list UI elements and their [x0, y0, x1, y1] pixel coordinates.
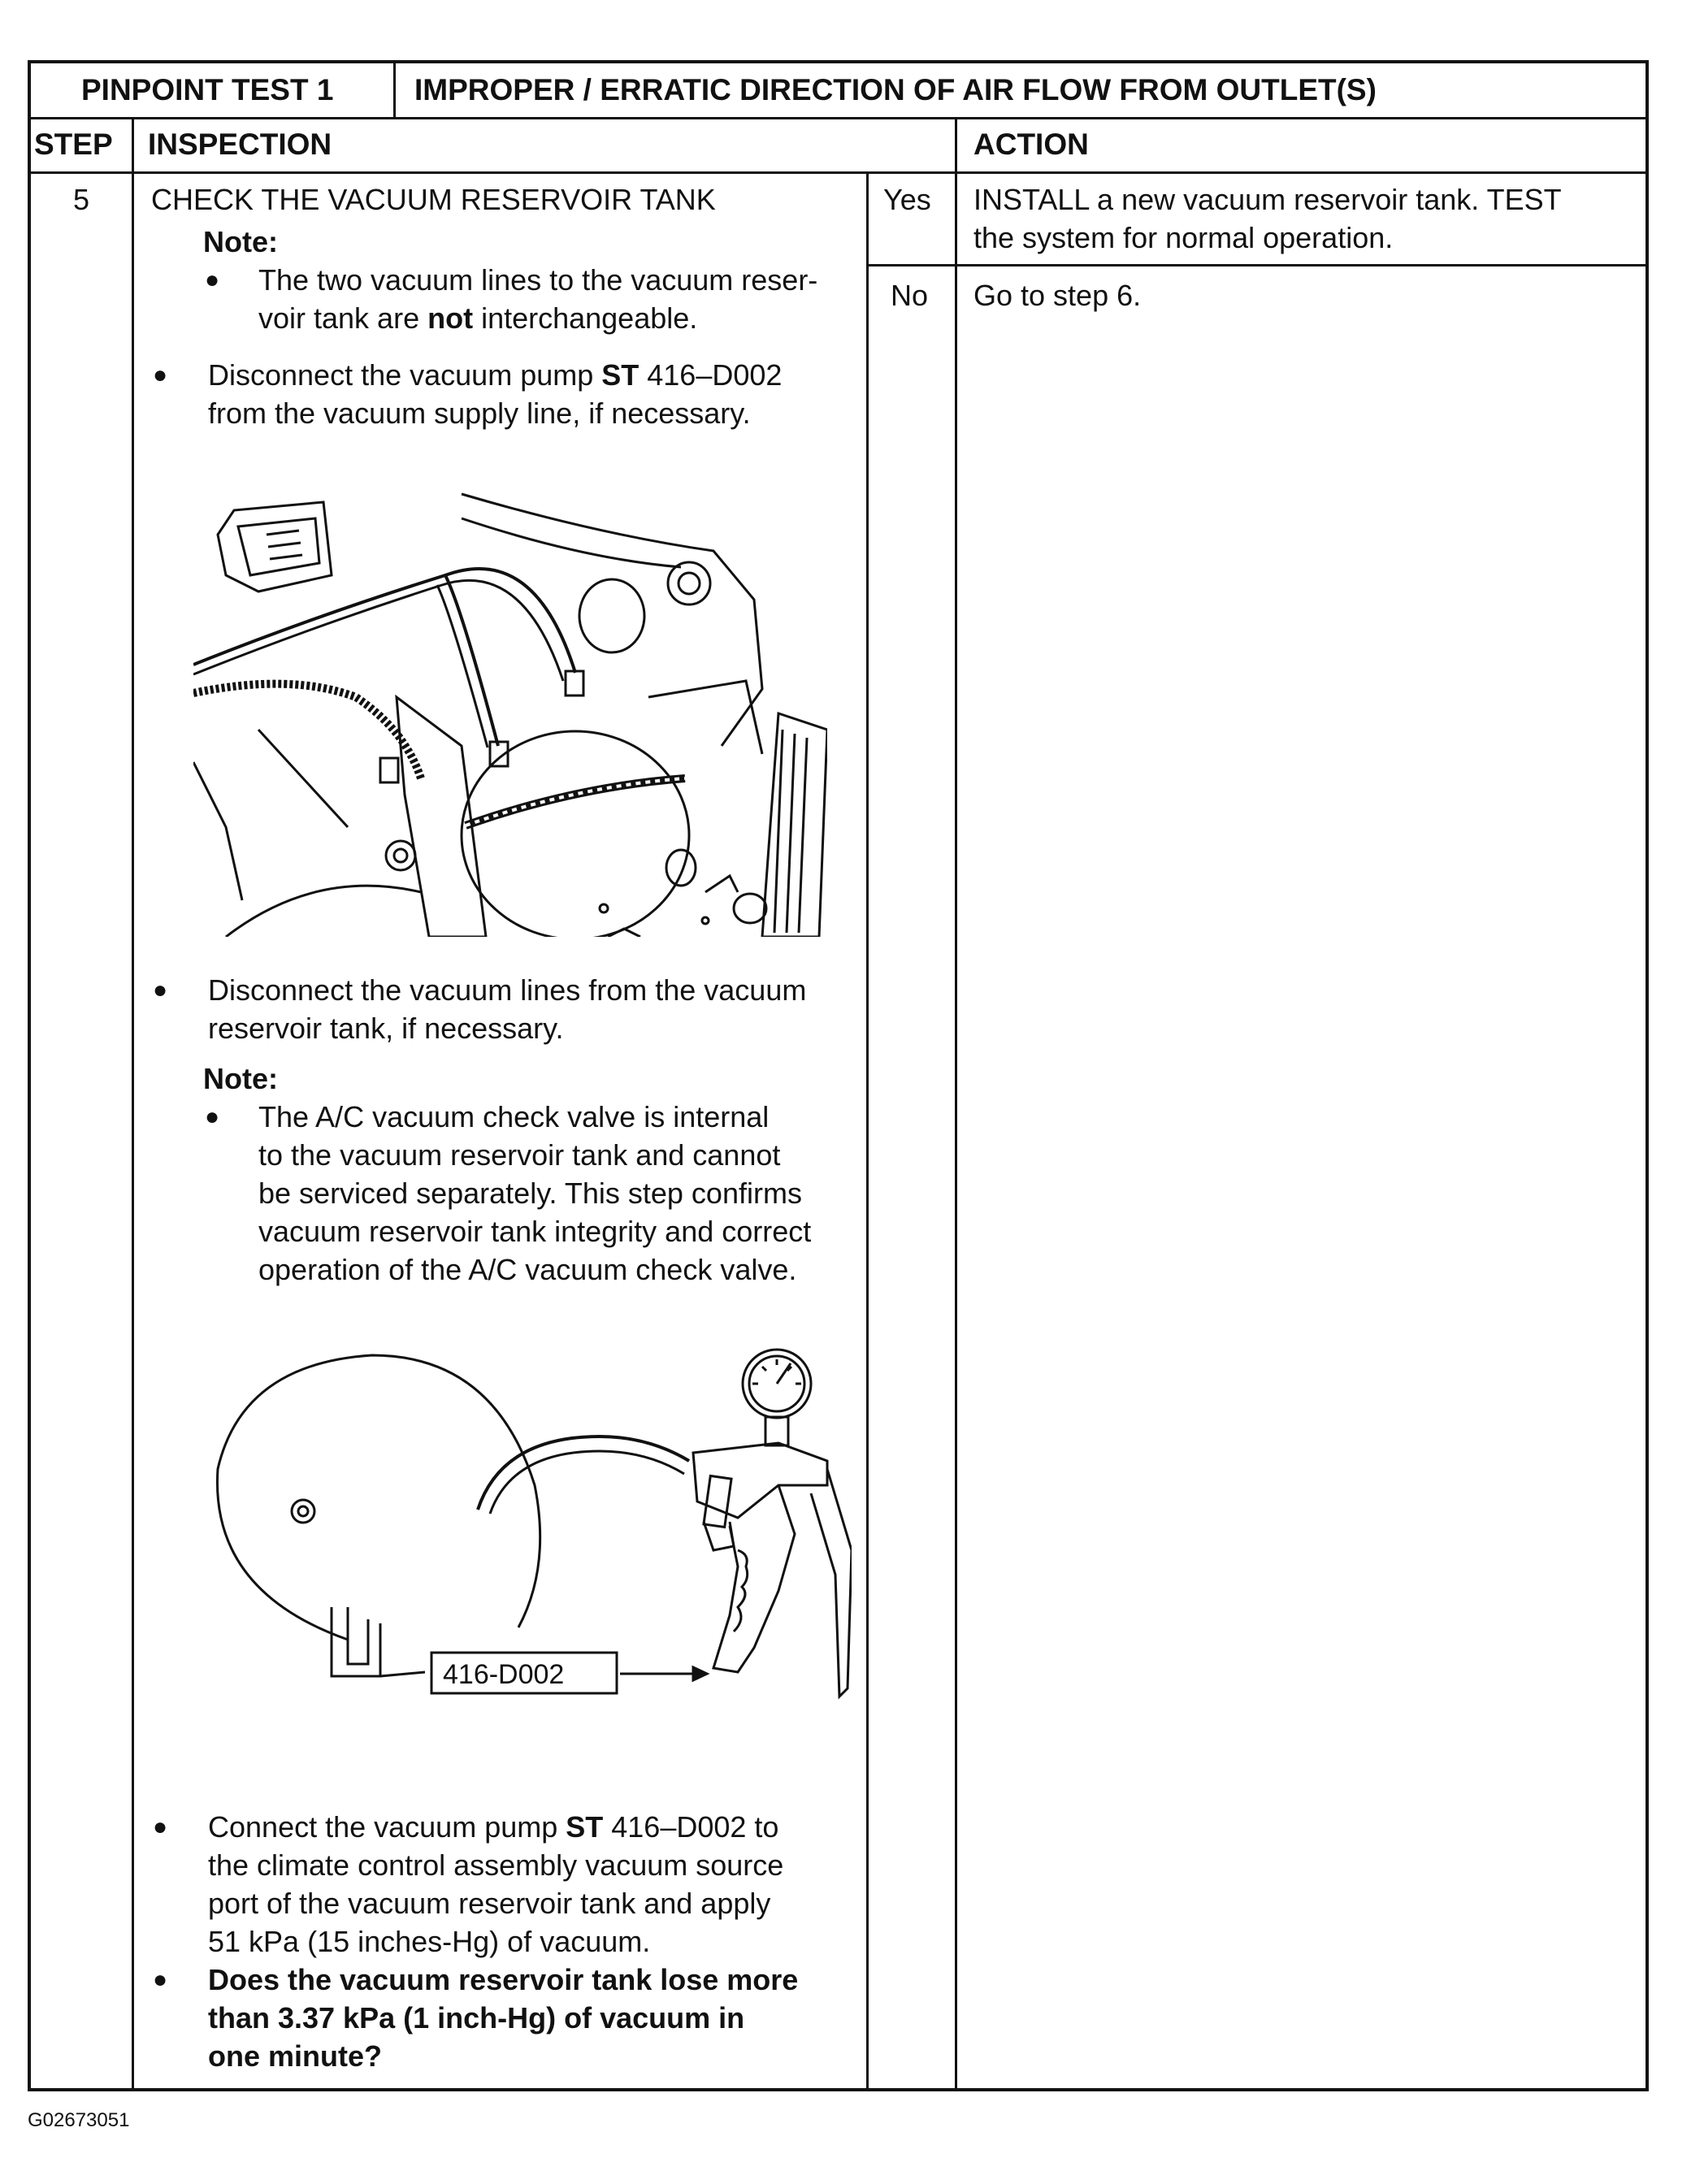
inspection-column-divider [866, 171, 869, 2091]
no-action: Go to step 6. [973, 279, 1142, 312]
test-label: PINPOINT TEST 1 [81, 73, 334, 106]
step-column-divider [132, 117, 134, 2091]
yes-action: the system for normal operation. [973, 221, 1394, 254]
yes-action: INSTALL a new vacuum reservoir tank. TEST [973, 183, 1562, 216]
question-text: than 3.37 kPa (1 inch-Hg) of vacuum in [208, 2001, 745, 2034]
instruction-text: the climate control assembly vacuum source [208, 1848, 784, 1882]
column-header-action: ACTION [973, 128, 1089, 161]
bullet-icon: ● [153, 977, 168, 1003]
instruction-text: Disconnect the vacuum lines from the vacuum [208, 973, 807, 1007]
bullet-icon: ● [153, 1814, 168, 1840]
note-label: Note: [203, 225, 278, 258]
column-header-step: STEP [34, 128, 113, 161]
row-divider [31, 171, 1646, 174]
note-text: be serviced separately. This step confirms [258, 1176, 802, 1210]
note-label: Note: [203, 1062, 278, 1095]
note-text: operation of the A/C vacuum check valve. [258, 1253, 797, 1286]
question-text: Does the vacuum reservoir tank lose more [208, 1963, 799, 1996]
pinpoint-test-table [28, 60, 1649, 2091]
reservoir-tank-illustration [193, 486, 827, 937]
instruction-text: 51 kPa (15 inches-Hg) of vacuum. [208, 1925, 651, 1958]
instruction-text: port of the vacuum reservoir tank and apply [208, 1887, 771, 1920]
figure-callout-label: 416-D002 [443, 1659, 565, 1690]
note-text: voir tank are not interchangeable. [258, 301, 698, 335]
instruction-text: from the vacuum supply line, if necessary. [208, 396, 751, 430]
note-text: vacuum reservoir tank integrity and correct [258, 1215, 812, 1248]
yes-no-divider [867, 264, 1646, 266]
figure-id: G02673051 [28, 2109, 130, 2131]
question-text: one minute? [208, 2039, 382, 2073]
action-column-divider [955, 117, 957, 2091]
column-header-inspection: INSPECTION [148, 128, 332, 161]
yes-label: Yes [883, 183, 931, 216]
row-divider [31, 117, 1646, 119]
step-number: 5 [73, 183, 90, 216]
bullet-icon: ● [153, 362, 168, 388]
no-label: No [891, 279, 929, 312]
bullet-icon: ● [205, 1103, 220, 1130]
bullet-icon: ● [205, 266, 220, 293]
bullet-icon: ● [153, 1966, 168, 1993]
vacuum-pump-test-illustration [210, 1347, 852, 1705]
note-text: The A/C vacuum check valve is internal [258, 1100, 770, 1133]
step-title: CHECK THE VACUUM RESERVOIR TANK [151, 183, 716, 216]
note-text: The two vacuum lines to the vacuum reser- [258, 263, 818, 297]
instruction-text: Connect the vacuum pump ST 416–D002 to [208, 1810, 779, 1844]
test-title: IMPROPER / ERRATIC DIRECTION OF AIR FLOW FROM OUTLET(S) [414, 73, 1377, 106]
instruction-text: reservoir tank, if necessary. [208, 1012, 564, 1045]
instruction-text: Disconnect the vacuum pump ST 416–D002 [208, 358, 783, 392]
title-divider [393, 63, 396, 117]
note-text: to the vacuum reservoir tank and cannot [258, 1138, 781, 1172]
